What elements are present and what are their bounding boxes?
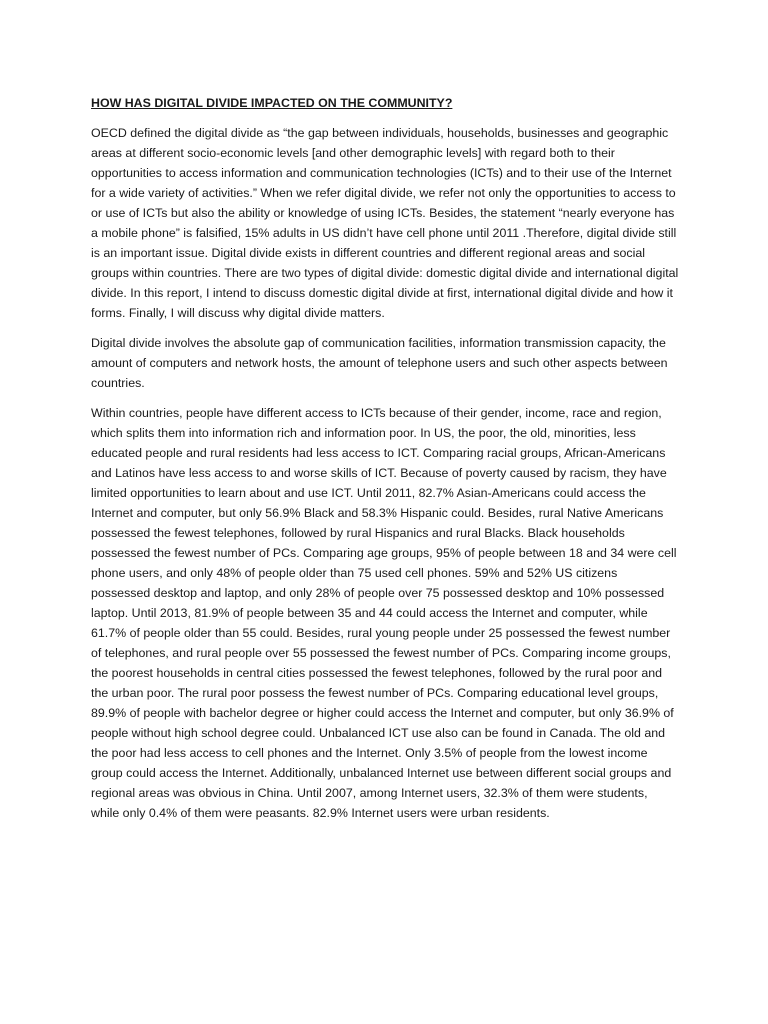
document-title: HOW HAS DIGITAL DIVIDE IMPACTED ON THE COMMUNITY? (91, 96, 453, 110)
paragraph-international-gap: Digital divide involves the absolute gap of communication facilities, information transmission capacity, the amount of computers and network hosts, the amount of telephone users and such other aspects between countries. (91, 336, 668, 390)
paragraph-definition: OECD defined the digital divide as “the gap between individuals, households, businesses and geographic areas at different socio-economic levels [and other demographic levels] with regard both to their opportunities to access information and communication technologies (ICTs) and to their use of the Internet for a wide variety of activities.” When we refer digital divide, we refer not only the opportunities to access to or use of ICTs but also the ability or knowledge of using ICTs. Besides, the statement “nearly everyone has a mobile phone” is falsified, 15% adults in US didn’t have cell phone until 2011 .Therefore, digital divide still is an important issue. Digital divide exists in different countries and different regional areas and social groups within countries. There are two types of digital divide: domestic digital divide and international digital divide. In this report, I intend to discuss domestic digital divide at first, international digital divide and how it forms. Finally, I will discuss why digital divide matters. (91, 126, 679, 320)
paragraph-domestic-divide: Within countries, people have different access to ICTs because of their gender, income, race and region, which splits them into information rich and information poor. In US, the poor, the old, minorities, less educated people and rural residents had less access to ICT. Comparing racial groups, African-Americans and Latinos have less access to and worse skills of ICT. Because of poverty caused by racism, they have limited opportunities to learn about and use ICT. Until 2011, 82.7% Asian-Americans could access the Internet and computer, but only 56.9% Black and 58.3% Hispanic could. Besides, rural Native Americans possessed the fewest telephones, followed by rural Hispanics and rural Blacks. Black households possessed the fewest number of PCs. Comparing age groups, 95% of people between 18 and 34 were cell phone users, and only 48% of people older than 75 used cell phones. 59% and 52% US citizens possessed desktop and laptop, and only 28% of people over 75 possessed desktop and 10% possessed laptop. Until 2013, 81.9% of people between 35 and 44 could access the Internet and computer, while 61.7% of people older than 55 could. Besides, rural young people under 25 possessed the fewest number of telephones, and rural people over 55 possessed the fewest number of PCs. Comparing income groups, the poorest households in central cities possessed the fewest telephones, followed by the rural poor and the urban poor. The rural poor possess the fewest number of PCs. Comparing educational level groups, 89.9% of people with bachelor degree or higher could access the Internet and computer, but only 36.9% of people without high school degree could. Unbalanced ICT use also can be found in Canada. The old and the poor had less access to cell phones and the Internet. Only 3.5% of people from the lowest income group could access the Internet. Additionally, unbalanced Internet use between different social groups and regional areas was obvious in China. Until 2007, among Internet users, 32.3% of them were students, while only 0.4% of them were peasants. 82.9% Internet users were urban residents. (91, 406, 677, 820)
document-body (91, 93, 679, 833)
